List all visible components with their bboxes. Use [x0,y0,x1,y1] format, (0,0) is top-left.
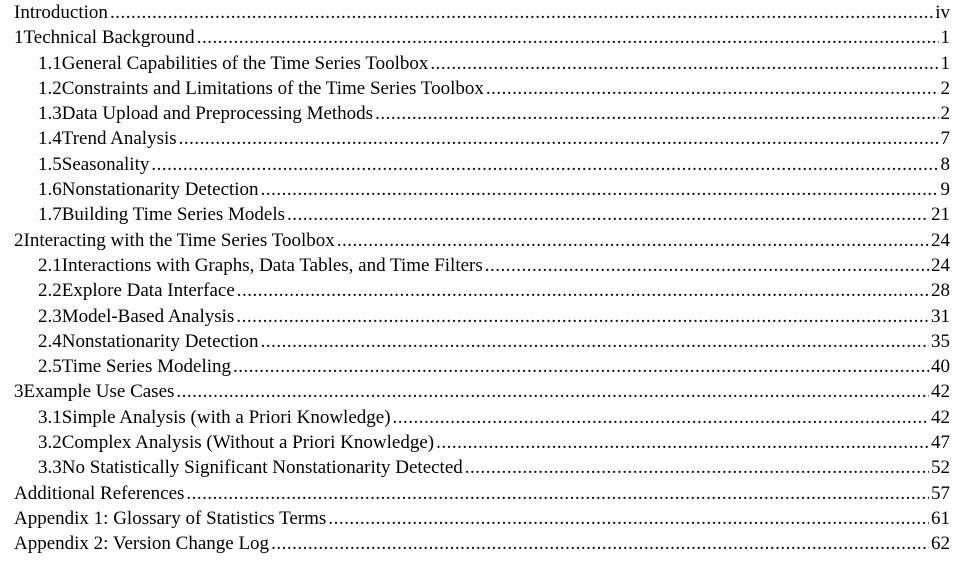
toc-entry-title: Time Series Modeling [61,356,231,378]
toc-entry[interactable] [14,354,950,379]
toc-entry[interactable] [14,379,950,404]
dot-leader [271,531,929,556]
toc-entry[interactable] [14,506,950,531]
toc-entry-page-number: 24 [931,254,950,276]
toc-entry-title: General Capabilities of the Time Series Toolbox [61,52,429,74]
toc-entry-number: 1.3 [38,103,62,125]
toc-entry[interactable] [14,228,950,253]
toc-entry-number: 1.6 [38,179,62,201]
dot-leader [436,430,929,455]
toc-entry-number: 1.7 [38,204,62,226]
dot-leader [393,405,929,430]
dot-leader [110,0,933,25]
toc-entry-title: Explore Data Interface [61,280,235,302]
toc-entry-number: 3.3 [38,457,62,479]
dot-leader [430,51,938,76]
toc-entry[interactable] [14,278,950,303]
toc-entry-title: Simple Analysis (with a Priori Knowledge) [61,406,391,428]
toc-entry-number: 1.5 [38,153,62,175]
dot-leader [237,278,929,303]
toc-entry-title: Complex Analysis (Without a Priori Knowledge) [61,432,435,454]
dot-leader [261,329,929,354]
toc-entry-title: Model-Based Analysis [61,305,235,327]
toc-entry-page-number: 42 [931,406,950,428]
toc-entry-number: 1.1 [38,52,62,74]
toc-entry-page-number: 35 [931,330,950,352]
toc-entry-page-number: 1 [940,52,950,74]
dot-leader [261,177,939,202]
dot-leader [337,228,929,253]
toc-entry-page-number: 7 [940,128,950,150]
toc-entry[interactable] [14,481,950,506]
toc-entry-page-number: 24 [931,229,950,251]
dot-leader [328,506,929,531]
dot-leader [236,304,929,329]
toc-entry-title: Technical Background [23,27,195,49]
dot-leader [465,455,929,480]
toc-entry-title: Building Time Series Models [61,204,286,226]
dot-leader [486,76,939,101]
toc-entry-title: Nonstationarity Detection [61,330,259,352]
table-of-contents [14,0,950,557]
toc-entry-page-number: 9 [940,179,950,201]
toc-entry-page-number: 47 [931,432,950,454]
dot-leader [287,202,929,227]
toc-entry[interactable] [14,51,950,76]
toc-entry-page-number: 2 [940,103,950,125]
toc-entry-page-number: 40 [931,356,950,378]
toc-entry-number: 2.4 [38,330,62,352]
toc-entry-title: Introduction [14,2,108,23]
dot-leader [375,101,938,126]
toc-entry[interactable] [14,329,950,354]
toc-entry-number: 2 [14,229,24,251]
toc-entry[interactable] [14,531,950,556]
dot-leader [233,354,929,379]
dot-leader [176,379,929,404]
toc-entry-title: Seasonality [61,153,150,175]
toc-entry-number: 2.2 [38,280,62,302]
toc-entry[interactable] [14,0,950,25]
toc-entry-page-number: 8 [940,153,950,175]
toc-entry-page-number: 1 [940,27,950,49]
toc-entry-title: Data Upload and Preprocessing Methods [61,103,374,125]
dot-leader [197,25,939,50]
toc-entry-page-number: 28 [931,280,950,302]
toc-entry-page-number: 42 [931,381,950,403]
toc-entry-number: 1.4 [38,128,62,150]
toc-entry-title: Example Use Cases [23,381,175,403]
toc-entry-page-number: iv [935,2,950,23]
toc-entry-page-number: 31 [931,305,950,327]
toc-entry[interactable] [14,455,950,480]
toc-entry-number: 2.5 [38,356,62,378]
dot-leader [485,253,929,278]
toc-entry[interactable] [14,126,950,151]
toc-entry[interactable] [14,177,950,202]
toc-entry-title: Appendix 2: Version Change Log [14,533,270,555]
toc-entry[interactable] [14,304,950,329]
toc-entry-number: 3.1 [38,406,62,428]
toc-entry-title: Trend Analysis [61,128,177,150]
toc-entry-page-number: 52 [931,457,950,479]
toc-entry-title: No Statistically Significant Nonstationarity Detected [61,457,463,479]
toc-entry-page-number: 21 [931,204,950,226]
toc-entry-title: Appendix 1: Glossary of Statistics Terms [14,507,327,529]
toc-entry-page-number: 57 [931,482,950,504]
toc-entry[interactable] [14,25,950,50]
toc-entry[interactable] [14,76,950,101]
dot-leader [151,152,938,177]
toc-entry[interactable] [14,405,950,430]
toc-entry-number: 2.3 [38,305,62,327]
toc-entry-page-number: 61 [931,507,950,529]
toc-entry-title: Nonstationarity Detection [61,179,259,201]
toc-entry[interactable] [14,152,950,177]
toc-entry-title: Additional References [14,482,185,504]
dot-leader [186,481,929,506]
toc-entry-page-number: 2 [940,77,950,99]
toc-entry-title: Constraints and Limitations of the Time Series Toolbox [61,77,484,99]
toc-entry-number: 3 [14,381,24,403]
toc-entry-number: 1 [14,27,24,49]
toc-entry[interactable] [14,202,950,227]
toc-entry-title: Interactions with Graphs, Data Tables, and Time Filters [61,254,483,276]
toc-entry-number: 2.1 [38,254,62,276]
toc-entry-page-number: 62 [931,533,950,555]
toc-entry-title: Interacting with the Time Series Toolbox [23,229,335,251]
toc-entry[interactable] [14,253,950,278]
toc-entry[interactable] [14,101,950,126]
toc-entry-number: 3.2 [38,432,62,454]
toc-entry[interactable] [14,430,950,455]
dot-leader [179,126,939,151]
toc-entry-number: 1.2 [38,77,62,99]
